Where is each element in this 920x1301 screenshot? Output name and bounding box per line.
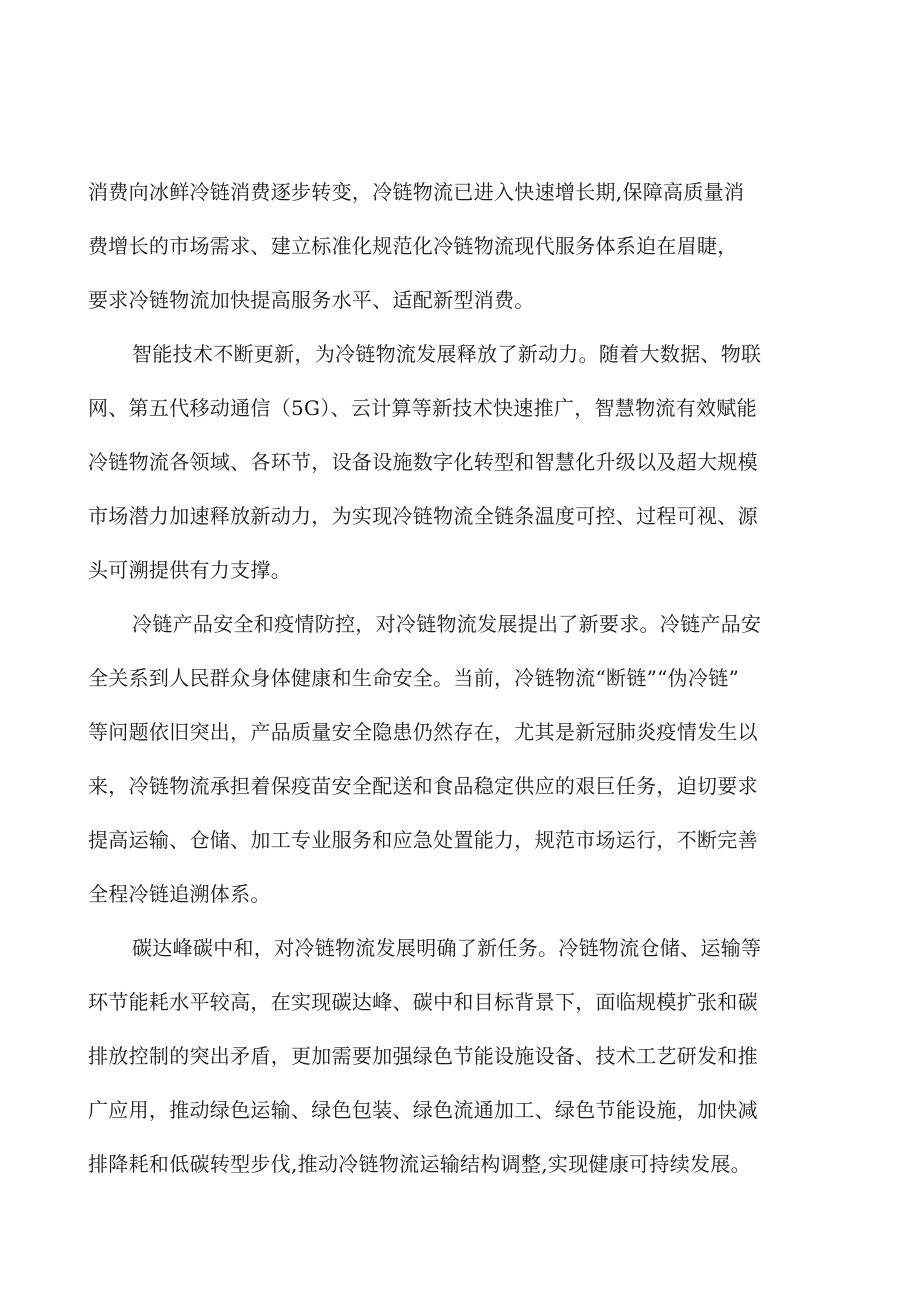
text-line: 冷链产品安全和疫情防控，对冷链物流发展提出了新要求。冷链产品安	[132, 612, 762, 636]
text-line: 排放控制的突出矛盾，更加需要加强绿色节能设施设备、技术工艺研发和推	[88, 1044, 758, 1068]
text-line: 费增长的市场需求、建立标准化规范化冷链物流现代服务体系迫在眉睫，	[88, 234, 738, 258]
text-line: 智能技术不断更新，为冷链物流发展释放了新动力。随着大数据、物联	[132, 342, 762, 366]
text-line: 来，冷链物流承担着保疫苗安全配送和食品稳定供应的艰巨任务，迫切要求	[88, 774, 758, 798]
text-line: 全关系到人民群众身体健康和生命安全。当前，冷链物流“断链”“伪冷链”	[88, 666, 740, 690]
text-line: 消费向冰鲜冷链消费逐步转变，冷链物流已进入快速增长期,保障高质量消	[88, 180, 745, 204]
text-line: 提高运输、仓储、加工专业服务和应急处置能力，规范市场运行，不断完善	[88, 828, 758, 852]
text-line: 环节能耗水平较高，在实现碳达峰、碳中和目标背景下，面临规模扩张和碳	[88, 990, 758, 1014]
text-line: 头可溯提供有力支撑。	[88, 558, 291, 582]
text-line: 等问题依旧突出，产品质量安全隐患仍然存在，尤其是新冠肺炎疫情发生以	[88, 720, 758, 744]
text-line: 要求冷链物流加快提高服务水平、适配新型消费。	[88, 288, 535, 312]
text-line: 广应用，推动绿色运输、绿色包装、绿色流通加工、绿色节能设施，加快减	[88, 1098, 758, 1122]
text-line: 市场潜力加速释放新动力，为实现冷链物流全链条温度可控、过程可视、源	[88, 504, 758, 528]
text-line: 排降耗和低碳转型步伐,推动冷链物流运输结构调整,实现健康可持续发展。	[88, 1152, 751, 1176]
text-line: 网、第五代移动通信（5G）、云计算等新技术快速推广，智慧物流有效赋能	[88, 396, 757, 420]
text-line: 冷链物流各领域、各环节，设备设施数字化转型和智慧化升级以及超大规模	[88, 450, 758, 474]
text-line: 碳达峰碳中和，对冷链物流发展明确了新任务。冷链物流仓储、运输等	[132, 936, 762, 960]
text-line: 全程冷链追溯体系。	[88, 882, 271, 906]
